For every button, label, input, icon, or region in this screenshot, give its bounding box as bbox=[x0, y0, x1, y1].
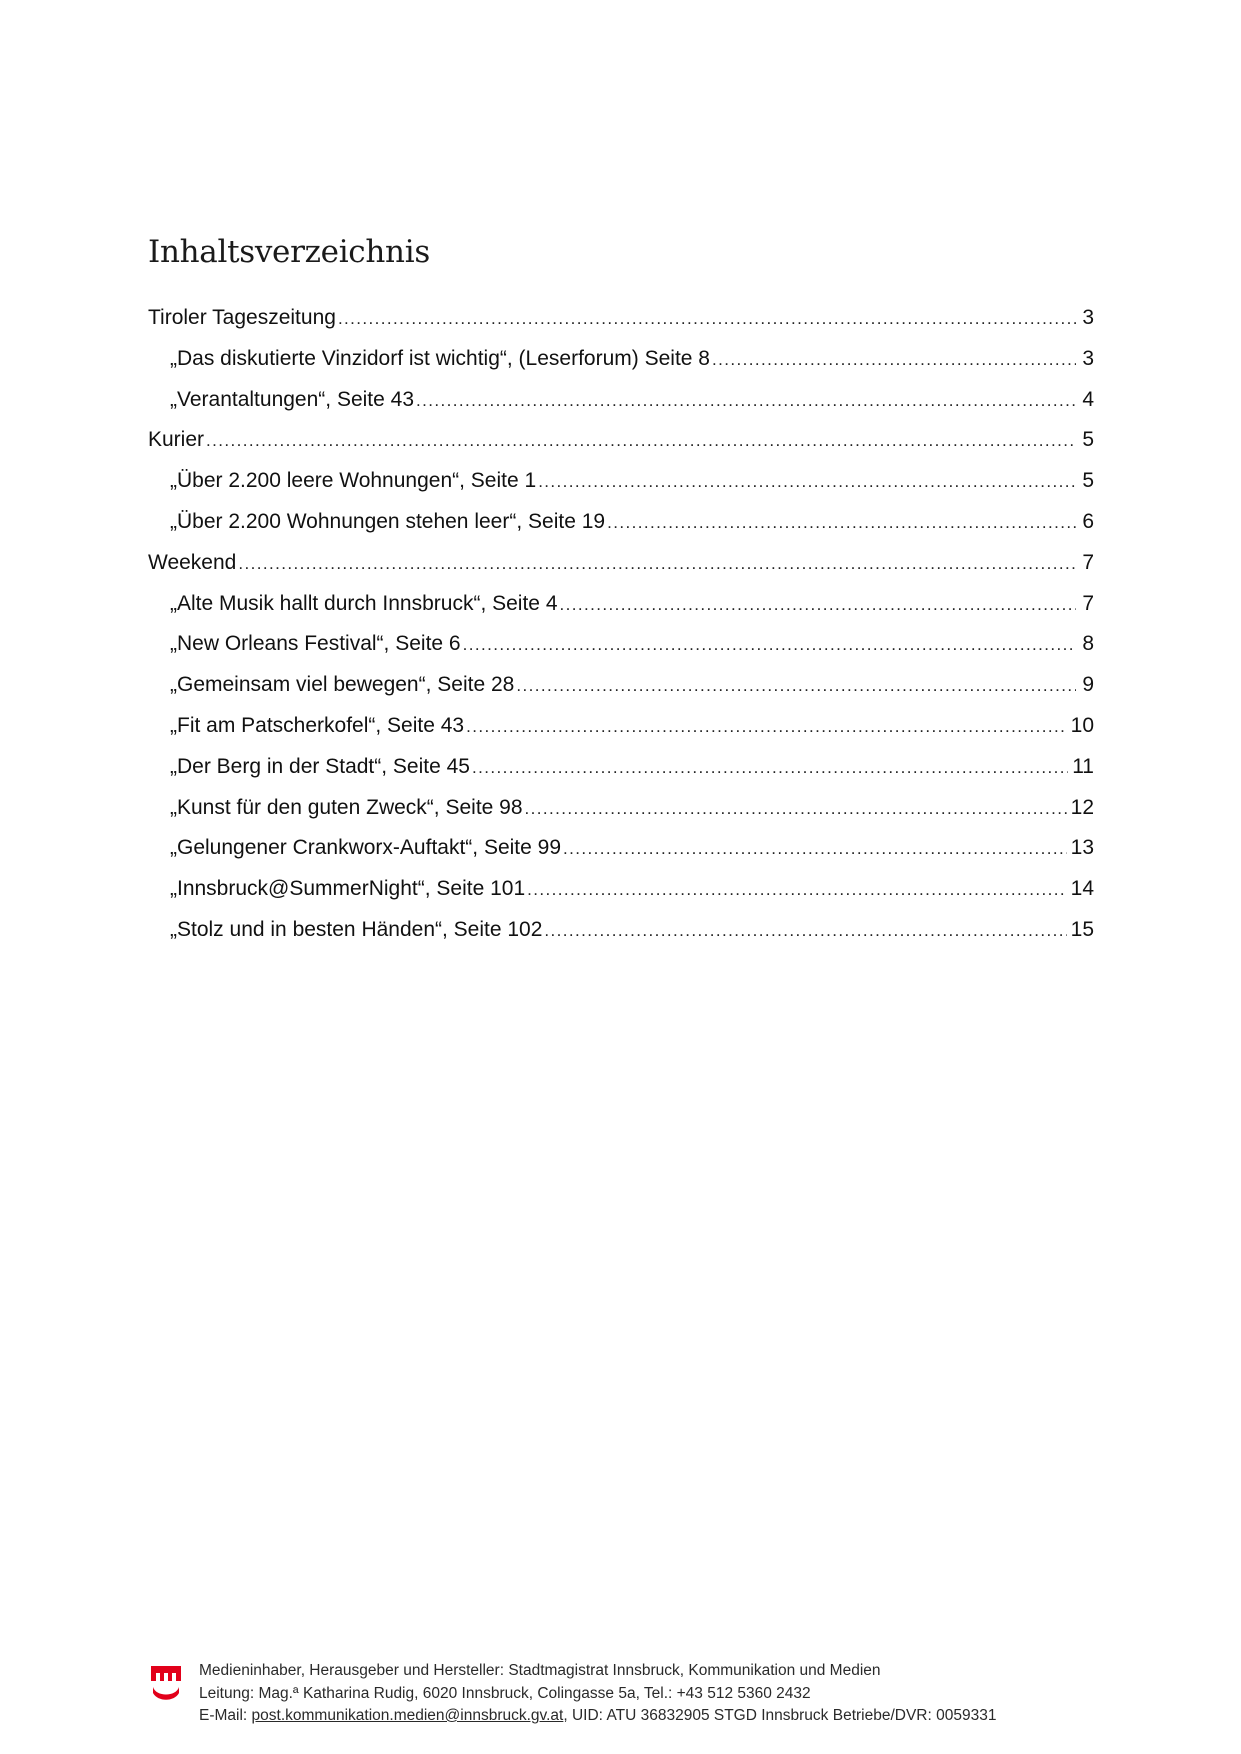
toc-entry-text: „Gemeinsam viel bewegen“, Seite 28 bbox=[170, 673, 515, 697]
footer-uid-text: , UID: ATU 36832905 STGD Innsbruck Betriebe/DVR: 0059331 bbox=[563, 1707, 997, 1724]
toc-dot-leader bbox=[472, 758, 1068, 778]
toc-article-entry[interactable] bbox=[148, 755, 1094, 796]
toc-entry-text: „New Orleans Festival“, Seite 6 bbox=[170, 632, 461, 656]
toc-article-entry[interactable] bbox=[148, 836, 1094, 877]
toc-page-number: 13 bbox=[1070, 836, 1094, 860]
innsbruck-city-logo-icon bbox=[150, 1664, 182, 1704]
toc-dot-leader bbox=[525, 799, 1067, 819]
toc-page-number: 10 bbox=[1070, 713, 1094, 737]
toc-dot-leader bbox=[463, 635, 1076, 655]
toc-section-entry[interactable] bbox=[148, 306, 1094, 347]
toc-page-number: 7 bbox=[1082, 550, 1094, 574]
email-prefix: E-Mail: bbox=[199, 1707, 252, 1724]
toc-article-entry[interactable] bbox=[148, 796, 1094, 837]
toc-entry-text: „Das diskutierte Vinzidorf ist wichtig“, (Leserforum) Seite 8 bbox=[170, 346, 710, 370]
toc-page-number: 3 bbox=[1082, 306, 1094, 329]
toc-entry-text: „Über 2.200 leere Wohnungen“, Seite 1 bbox=[170, 469, 537, 493]
toc-dot-leader bbox=[527, 880, 1067, 900]
toc-entry-text: Kurier bbox=[148, 428, 205, 452]
toc-page-number: 9 bbox=[1082, 673, 1094, 697]
toc-page-number: 15 bbox=[1070, 917, 1094, 941]
toc-page-number: 8 bbox=[1082, 632, 1094, 656]
table-of-contents bbox=[148, 306, 1094, 959]
toc-page-number: 3 bbox=[1082, 346, 1094, 370]
toc-page-number: 5 bbox=[1082, 469, 1094, 493]
toc-dot-leader bbox=[607, 513, 1076, 533]
toc-article-entry[interactable] bbox=[148, 714, 1094, 755]
toc-page-number: 6 bbox=[1082, 509, 1094, 533]
toc-page-number: 5 bbox=[1082, 428, 1094, 452]
toc-page-number: 4 bbox=[1082, 387, 1094, 411]
toc-article-entry[interactable] bbox=[148, 469, 1094, 510]
toc-title: Inhaltsverzeichnis bbox=[148, 234, 430, 270]
toc-entry-text: „Alte Musik hallt durch Innsbruck“, Seite 4 bbox=[170, 591, 558, 615]
toc-entry-text: „Der Berg in der Stadt“, Seite 45 bbox=[170, 754, 470, 778]
toc-article-entry[interactable] bbox=[148, 632, 1094, 673]
toc-dot-leader bbox=[538, 472, 1076, 492]
toc-page-number: 12 bbox=[1070, 795, 1094, 819]
toc-entry-text: „Über 2.200 Wohnungen stehen leer“, Seite 19 bbox=[170, 509, 606, 533]
toc-entry-text: „Verantaltungen“, Seite 43 bbox=[170, 387, 415, 411]
toc-article-entry[interactable] bbox=[148, 347, 1094, 388]
toc-dot-leader bbox=[712, 350, 1076, 370]
toc-dot-leader bbox=[560, 595, 1077, 615]
footer-contact-line bbox=[199, 1705, 996, 1728]
toc-article-entry[interactable] bbox=[148, 388, 1094, 429]
toc-dot-leader bbox=[466, 717, 1067, 737]
toc-dot-leader bbox=[416, 391, 1076, 411]
toc-dot-leader bbox=[544, 921, 1066, 941]
toc-entry-text: „Gelungener Crankworx-Auftakt“, Seite 99 bbox=[170, 836, 562, 860]
toc-entry-text: „Fit am Patscherkofel“, Seite 43 bbox=[170, 713, 465, 737]
toc-entry-text: Tiroler Tageszeitung bbox=[148, 306, 336, 329]
toc-entry-text: „Innsbruck@SummerNight“, Seite 101 bbox=[170, 877, 526, 901]
toc-dot-leader bbox=[338, 309, 1076, 329]
toc-article-entry[interactable] bbox=[148, 510, 1094, 551]
toc-section-entry[interactable] bbox=[148, 428, 1094, 469]
toc-article-entry[interactable] bbox=[148, 673, 1094, 714]
toc-article-entry[interactable] bbox=[148, 592, 1094, 633]
toc-entry-text: Weekend bbox=[148, 550, 237, 574]
toc-dot-leader bbox=[238, 554, 1076, 574]
toc-section-entry[interactable] bbox=[148, 551, 1094, 592]
toc-dot-leader bbox=[516, 676, 1076, 696]
email-link[interactable]: post.kommunikation.medien@innsbruck.gv.at bbox=[251, 1707, 564, 1724]
toc-page-number: 11 bbox=[1072, 754, 1094, 778]
toc-article-entry[interactable] bbox=[148, 877, 1094, 918]
toc-page-number: 7 bbox=[1082, 591, 1094, 615]
toc-entry-text: „Stolz und in besten Händen“, Seite 102 bbox=[170, 917, 543, 941]
toc-entry-text: „Kunst für den guten Zweck“, Seite 98 bbox=[170, 795, 523, 819]
toc-page-number: 14 bbox=[1070, 877, 1094, 901]
toc-dot-leader bbox=[563, 839, 1067, 859]
footer-publisher-line: Medieninhaber, Herausgeber und Hersteller: Stadtmagistrat Innsbruck, Kommunikation und Medien bbox=[199, 1662, 881, 1679]
toc-article-entry[interactable] bbox=[148, 918, 1094, 959]
toc-dot-leader bbox=[206, 431, 1076, 451]
footer-imprint bbox=[199, 1660, 996, 1728]
footer-management-line: Leitung: Mag.ª Katharina Rudig, 6020 Innsbruck, Colingasse 5a, Tel.: +43 512 5360 2432 bbox=[199, 1684, 811, 1702]
